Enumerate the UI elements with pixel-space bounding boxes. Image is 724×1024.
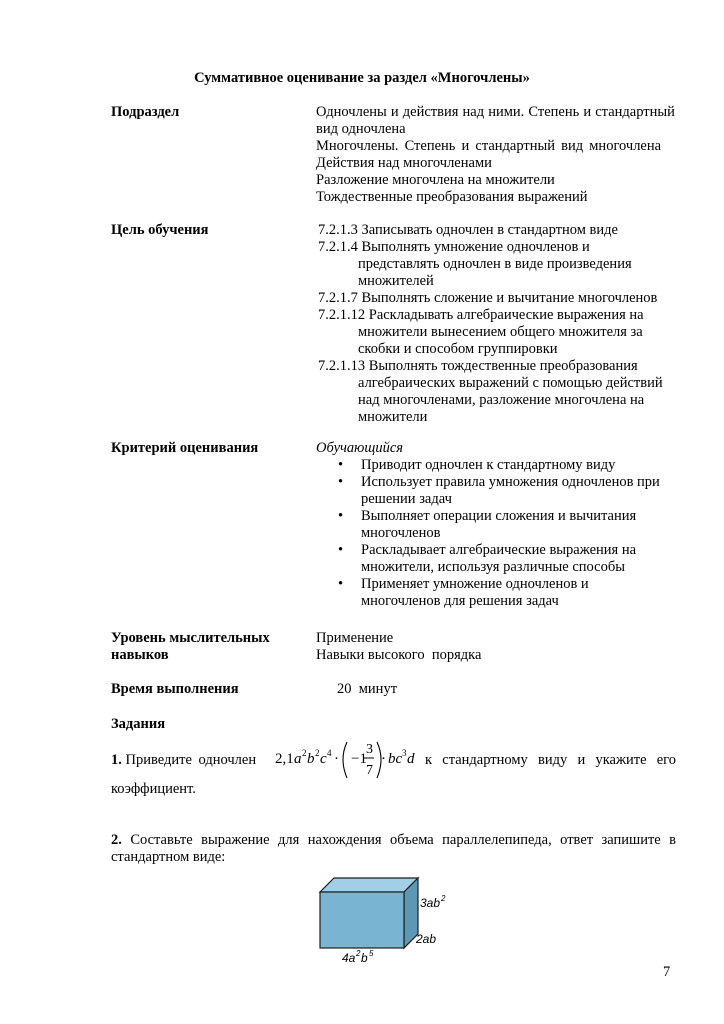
bullet-icon: •: [338, 542, 344, 558]
time-value: 20 минут: [337, 681, 398, 697]
goal-text: множители: [358, 409, 428, 425]
goal-text: 7.2.1.7 Выполнять сложение и вычитание многочленов: [318, 290, 658, 306]
bullet-icon: •: [338, 576, 344, 592]
monomial-formula-svg: [275, 734, 415, 784]
width-label: b: [361, 951, 368, 964]
section-line: Разложение многочлена на множители: [316, 172, 555, 188]
task1-start: [111, 752, 256, 769]
fraction-numerator: 3: [366, 742, 373, 757]
goal-text: скобки и способом группировки: [358, 341, 558, 357]
left-paren-icon: [343, 742, 347, 778]
goal-item: [318, 307, 678, 358]
goal-text: множители вынесением общего множителя за: [358, 324, 643, 340]
section-content: [316, 104, 676, 206]
goal-item: [318, 239, 678, 290]
bullet-icon: •: [338, 474, 344, 490]
width-label-exp: 2: [356, 949, 361, 958]
criteria-text: Приводит одночлен к стандартному виду: [361, 457, 616, 473]
task1-text-after: к стандартному виду и укажите его: [425, 752, 676, 768]
goal-item: [318, 222, 678, 239]
formula-dot: ·: [381, 751, 386, 767]
goal-text: 7.2.1.12 Раскладывать алгебраические выражения на: [318, 307, 644, 323]
criteria-item: [316, 508, 676, 542]
task2-line: [111, 832, 676, 849]
height-label: 3ab: [420, 896, 441, 910]
parallelepiped-figure: [300, 872, 470, 964]
section-label: Подраздел: [111, 104, 180, 120]
formula-var: a: [294, 751, 302, 767]
depth-label: 2ab: [416, 932, 437, 946]
goal-item: [318, 290, 678, 307]
criteria-label: Критерий оценивания: [111, 440, 259, 456]
criteria-subject: Обучающийся: [316, 440, 404, 456]
formula-dot: ·: [334, 751, 339, 767]
criteria-item: [316, 576, 676, 610]
goal-text: представлять одночлен в виде произведения: [358, 256, 632, 272]
task2-line2: стандартном виде:: [111, 849, 226, 865]
goal-text: множителей: [358, 273, 434, 289]
formula-exp: 2: [315, 748, 320, 758]
goals-label: Цель обучения: [111, 222, 209, 238]
formula-var: b: [307, 751, 315, 767]
criteria-item: [316, 474, 676, 508]
task2-line1: Составьте выражение для нахождения объема параллелепипеда, ответ запишите в: [130, 832, 677, 848]
task2-text: [111, 832, 676, 866]
monomial-formula: [275, 734, 415, 784]
section-line: вид одночлена: [316, 121, 406, 137]
criteria-text: Использует правила умножения одночленов при: [361, 474, 660, 490]
formula-coefficient: 2,1: [275, 751, 294, 767]
formula-var: d: [407, 751, 415, 767]
thinking-label-line: Уровень мыслительных: [111, 630, 270, 646]
task1-number: 1.: [111, 752, 122, 768]
section-line: Одночлены и действия над ними. Степень и стандартный: [316, 104, 675, 120]
formula-var: bc: [388, 751, 403, 767]
thinking-label-line: навыков: [111, 647, 169, 663]
formula-minus: −1: [351, 751, 367, 767]
bullet-icon: •: [338, 457, 344, 473]
formula-exp: 2: [302, 748, 307, 758]
goal-text: алгебраических выражений с помощью действий: [358, 375, 663, 391]
criteria-text: Применяет умножение одночленов и: [361, 576, 589, 592]
section-line: Тождественные преобразования выражений: [316, 189, 588, 205]
task1-continuation: коэффициент.: [111, 781, 196, 797]
width-label-exp: 5: [369, 949, 374, 958]
width-label: 4a: [342, 951, 356, 964]
criteria-text: Выполняет операции сложения и вычитания: [361, 508, 637, 524]
document-title: Суммативное оценивание за раздел «Многочлены»: [194, 70, 530, 86]
criteria-text: множители, используя различные способы: [361, 559, 625, 575]
criteria-list: [316, 457, 676, 610]
criteria-text: Раскладывает алгебраические выражения на: [361, 542, 637, 558]
criteria-content: [316, 440, 676, 610]
goal-text: 7.2.1.4 Выполнять умножение одночленов и: [318, 239, 590, 255]
thinking-level: Навыки высокого порядка: [316, 647, 482, 663]
goal-text: 7.2.1.13 Выполнять тождественные преобразования: [318, 358, 638, 374]
thinking-label: [111, 630, 270, 664]
box-front-face: [320, 892, 404, 948]
formula-exp: 4: [327, 748, 332, 758]
box-top-face: [320, 878, 418, 892]
formula-exp: 3: [402, 748, 407, 758]
criteria-text: решении задач: [361, 491, 452, 507]
formula-var: c: [320, 751, 327, 767]
page-number: 7: [663, 964, 671, 980]
tasks-heading: Задания: [111, 716, 166, 732]
criteria-text: многочленов: [361, 525, 441, 541]
criteria-item: [316, 457, 676, 474]
goal-item: [318, 358, 678, 426]
goal-text: 7.2.1.3 Записывать одночлен в стандартном виде: [318, 222, 618, 238]
task2-number: 2.: [111, 832, 122, 848]
goals-list: [318, 222, 678, 426]
goal-text: над многочленами, разложение многочлена на: [358, 392, 645, 408]
parallelepiped-svg: [300, 872, 470, 964]
fraction-denominator: 7: [366, 763, 373, 778]
time-label: Время выполнения: [111, 681, 239, 697]
height-label-exp: 2: [441, 894, 446, 903]
thinking-content: [316, 630, 676, 664]
task1-text-before: Приведите одночлен: [125, 752, 257, 768]
section-line: Многочлены. Степень и стандартный вид многочлена: [316, 138, 662, 154]
criteria-text: многочленов для решения задач: [361, 593, 559, 609]
bullet-icon: •: [338, 508, 344, 524]
thinking-level: Применение: [316, 630, 394, 646]
section-line: Действия над многочленами: [316, 155, 492, 171]
criteria-item: [316, 542, 676, 576]
